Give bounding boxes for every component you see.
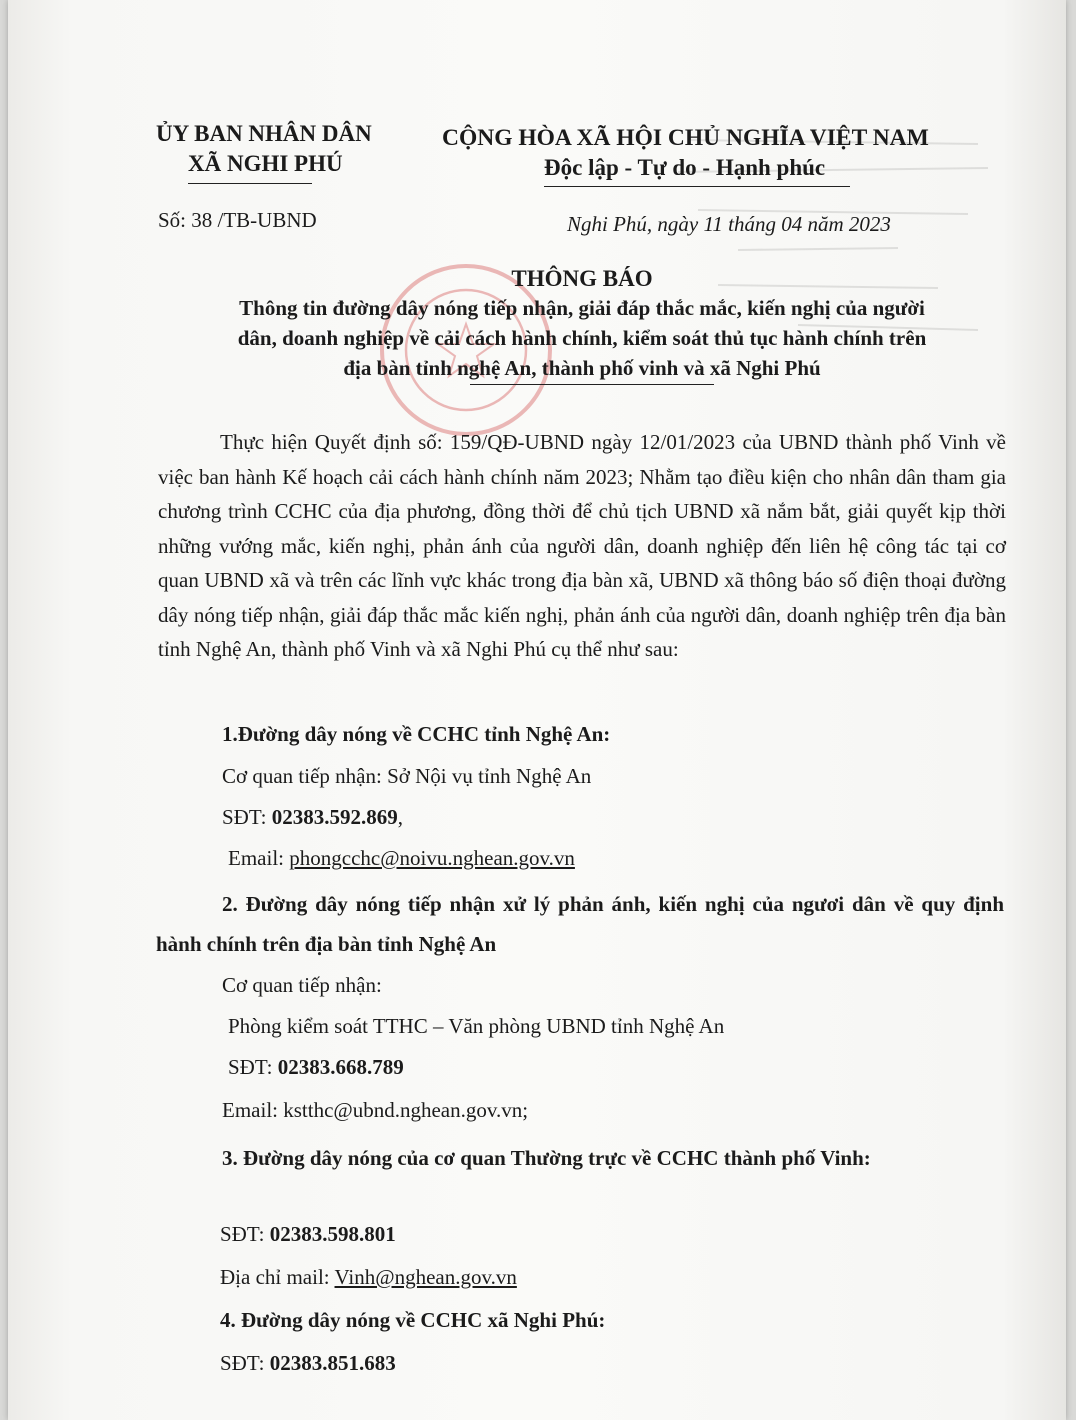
section-2-agency: Phòng kiểm soát TTHC – Văn phòng UBND tỉnh Nghệ An <box>228 1014 725 1038</box>
intro-paragraph: Thực hiện Quyết định số: 159/QĐ-UBND ngày 12/01/2023 của UBND thành phố Vinh về việc ban hành Kế hoạch cải cách hành chính năm 2023; Nhằm tạo điều kiện cho nhân dân tham gia chương trình CCHC của địa phương, đồng thời để chủ tịch UBND xã nắm bắt, giải quyết kịp thời những vướng mắc, kiến nghị, phản ánh của người dân, doanh nghiệp đến liên hệ công tác tại cơ quan UBND xã và trên các lĩnh vực khác trong địa bàn xã, UBND xã thông báo số điện thoại đường dây nóng tiếp nhận, giải đáp thắc mắc kiến nghị, phản ánh của người dân, doanh nghiệp trên địa bàn tỉnh Nghệ An, thành phố Vinh và xã Nghi Phú cụ thể như sau: <box>158 430 1006 661</box>
section-4-heading: 4. Đường dây nóng về CCHC xã Nghi Phú: <box>220 1308 606 1332</box>
section-2-phone: 02383.668.789 <box>277 1055 404 1079</box>
document-title: THÔNG BÁO <box>511 266 653 291</box>
section-2-email: Email: kstthc@ubnd.nghean.gov.vn; <box>222 1098 529 1122</box>
section-1-phone: 02383.592.869 <box>271 805 398 829</box>
section-2-phone-line <box>228 1055 404 1080</box>
national-title: CỘNG HÒA XÃ HỘI CHỦ NGHĨA VIỆT NAM <box>442 125 929 151</box>
document-number: Số: 38 /TB-UBND <box>158 208 317 232</box>
section-1-email-label: Email: <box>228 846 290 870</box>
subtitle-line-3: địa bàn tỉnh nghệ An, thành phố vinh và xã Nghi Phú <box>343 356 821 380</box>
section-4-phone-label: SĐT: <box>220 1351 270 1375</box>
subtitle-line-1: Thông tin đường dây nóng tiếp nhận, giải đáp thắc mắc, kiến nghị của người <box>239 296 925 320</box>
section-2-phone-label: SĐT: <box>228 1055 278 1079</box>
section-1-heading: 1.Đường dây nóng về CCHC tỉnh Nghệ An: <box>222 722 611 746</box>
section-3-email-line <box>220 1265 517 1290</box>
section-3-phone-label: SĐT: <box>220 1222 270 1246</box>
section-2-agency-label: Cơ quan tiếp nhận: <box>222 973 382 997</box>
section-1-phone-label: SĐT: <box>222 805 272 829</box>
header-left-underline <box>188 183 312 184</box>
section-3-email-label: Địa chỉ mail: <box>220 1265 335 1289</box>
section-1-phone-line <box>222 805 403 830</box>
section-4-phone: 02383.851.683 <box>269 1351 396 1375</box>
section-3-heading: 3. Đường dây nóng của cơ quan Thường trực về CCHC thành phố Vinh: <box>222 1146 871 1170</box>
place-date: Nghi Phú, ngày 11 tháng 04 năm 2023 <box>567 212 891 236</box>
title-underline <box>470 384 714 385</box>
section-2-heading: 2. Đường dây nóng tiếp nhận xử lý phản ánh, kiến nghị của ngươi dân về quy định hành chính trên địa bàn tỉnh Nghệ An <box>156 892 1004 956</box>
section-3-phone: 02383.598.801 <box>269 1222 396 1246</box>
section-3-phone-line <box>220 1222 396 1247</box>
section-1-phone-suffix: , <box>397 805 403 829</box>
section-1-agency: Cơ quan tiếp nhận: Sở Nội vụ tỉnh Nghệ An <box>222 764 592 788</box>
section-1-email-link[interactable]: phongcchc@noivu.nghean.gov.vn <box>289 846 575 870</box>
subtitle-line-2: dân, doanh nghiệp về cải cách hành chính, kiểm soát thủ tục hành chính trên <box>237 326 927 350</box>
section-1-email-line <box>228 846 575 871</box>
section-4-phone-line <box>220 1351 396 1376</box>
header-right-underline <box>544 186 850 187</box>
issuing-commune: XÃ NGHI PHÚ <box>188 151 343 176</box>
issuing-authority: ỦY BAN NHÂN DÂN <box>156 121 372 146</box>
section-3-email-link[interactable]: Vinh@nghean.gov.vn <box>334 1265 517 1289</box>
document-page <box>8 0 1066 1420</box>
national-motto: Độc lập - Tự do - Hạnh phúc <box>544 155 826 180</box>
